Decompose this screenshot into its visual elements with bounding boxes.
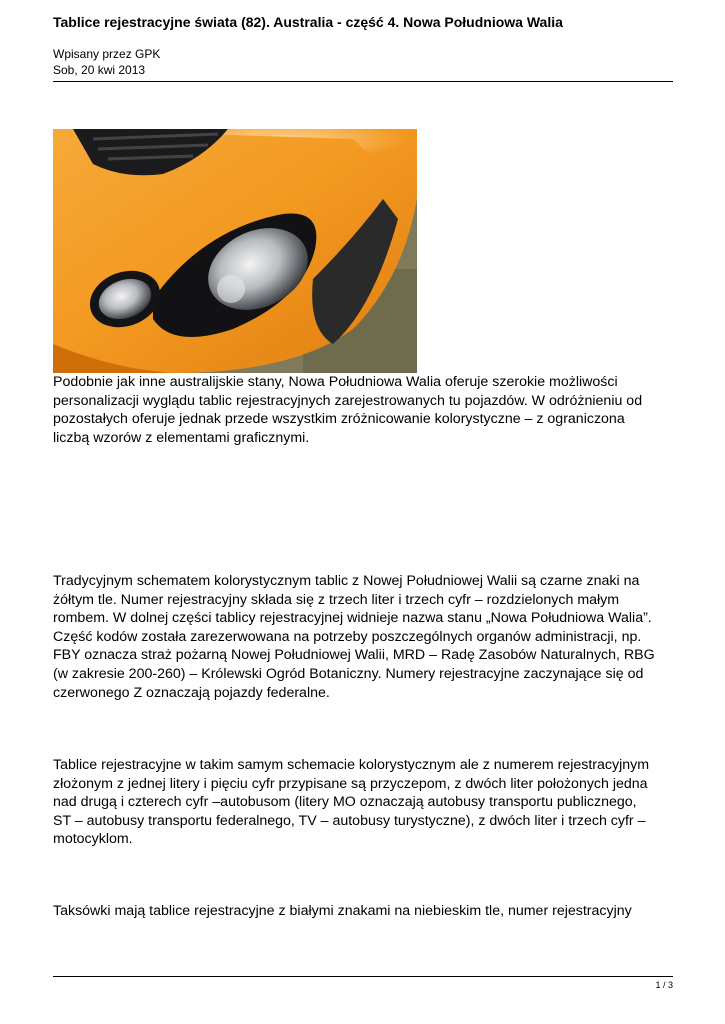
paragraph-trailers-buses (53, 756, 673, 849)
page-title: Tablice rejestracyjne świata (82). Australia - część 4. Nowa Południowa Walia (53, 14, 563, 30)
paragraph-line: Podobnie jak inne australijskie stany, Nowa Południowa Walia oferuje szerokie możliwości (53, 374, 618, 390)
paragraph-line: nad drugą i czterech cyfr –autobusom (litery MO oznaczają autobusy transportu publicznego, (53, 794, 637, 811)
paragraph-line: motocyklom. (53, 831, 133, 848)
article-meta (53, 47, 160, 78)
paragraph-line: ST – autobusy transportu federalnego, TV – autobusy turystyczne), z dwóch liter i trzech cyfr – (53, 812, 646, 829)
paragraph-line: Tradycyjnym schematem kolorystycznym tablic z Nowej Południowej Walii są czarne znaki na (53, 573, 640, 589)
paragraph-taxis (53, 902, 673, 921)
author-line: Wpisany przez GPK (53, 47, 161, 61)
paragraph-line: liczbą wzorów z elementami graficznymi. (53, 429, 310, 446)
paragraph-line: Taksówki mają tablice rejestracyjne z białymi znakami na niebieskim tle, numer rejestracyjny (53, 903, 632, 919)
paragraph-line: Część kodów została zarezerwowana na potrzeby poszczególnych organów administracji, np. (53, 628, 642, 645)
paragraph-line: FBY oznacza straż pożarną Nowej Południowej Walii, MRD – Radę Zasobów Naturalnych, RBG (53, 647, 655, 664)
date-line: Sob, 20 kwi 2013 (53, 62, 146, 77)
paragraph-line: złożonym z jednej litery i pięciu cyfr przypisane są przyczepom, z dwóch liter położonych jedna (53, 775, 648, 792)
paragraph-line: żółtym tle. Numer rejestracyjny składa się z trzech liter i trzech cyfr – rozdzielonych małym (53, 591, 620, 608)
paragraph-intro (53, 373, 673, 447)
page-number: 1 / 3 (655, 980, 673, 990)
header-divider (53, 81, 673, 82)
paragraph-colour-scheme (53, 572, 673, 702)
footer-divider (53, 976, 673, 977)
paragraph-line: pozostałych oferuje jednak przede wszystkim zróżnicowanie kolorystyczne – z ograniczona (53, 411, 625, 428)
paragraph-line: personalizacji wyglądu tablic rejestracyjnych zarejestrowanych tu pojazdów. W odróżnieniu od (53, 392, 643, 409)
article-photo (53, 129, 417, 373)
paragraph-line: rombem. W dolnej części tablicy rejestracyjnej widnieje nazwa stanu „Nowa Południowa Walia”. (53, 610, 652, 627)
paragraph-line: Tablice rejestracyjne w takim samym schemacie kolorystycznym ale z numerem rejestracyjnym (53, 757, 650, 773)
paragraph-line: czerwonego Z oznaczają pojazdy federalne. (53, 684, 330, 701)
paragraph-line: (w zakresie 200-260) – Królewski Ogród Botaniczny. Numery rejestracyjne zaczynające się od (53, 665, 644, 682)
